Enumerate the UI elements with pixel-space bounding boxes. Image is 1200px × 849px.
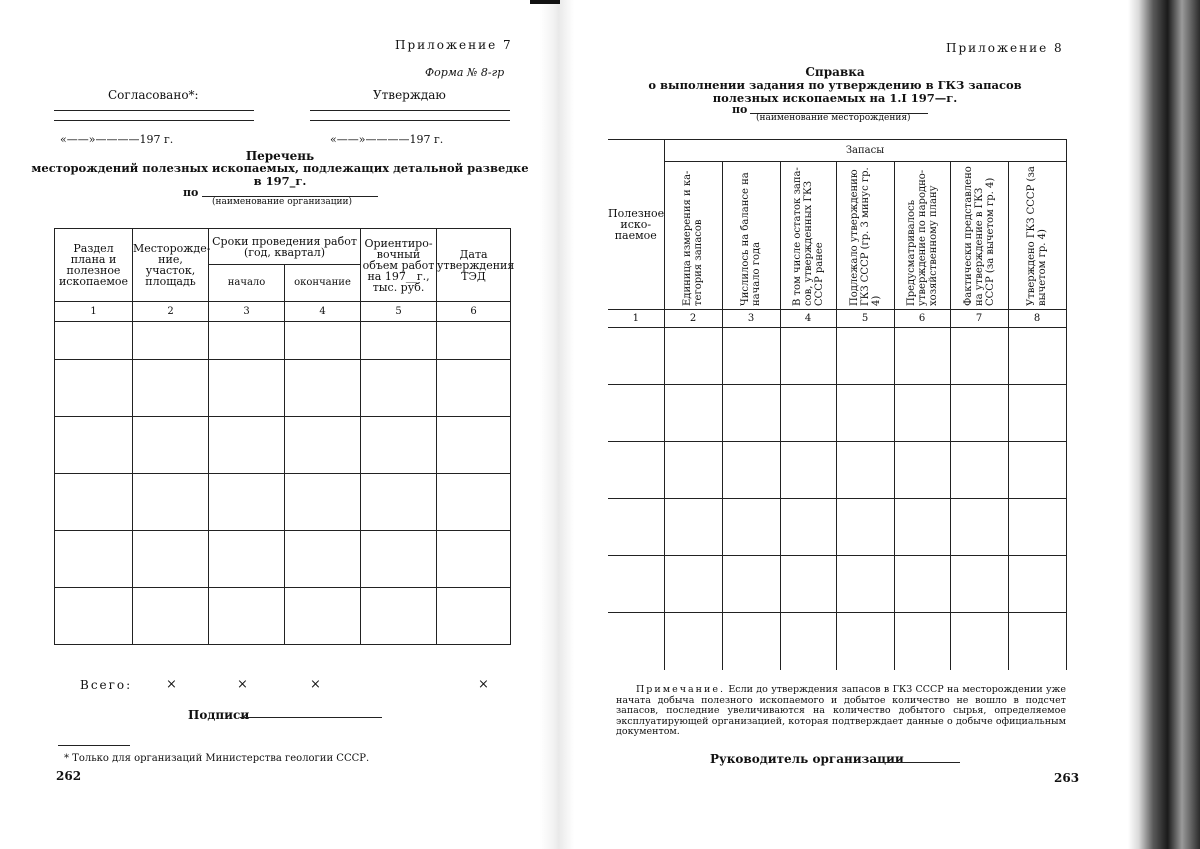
list-title: Перечень <box>245 149 315 163</box>
signatures-label: Подписи <box>188 708 250 722</box>
header-cell: Единица измерения и ка-тегория запасов <box>664 162 722 310</box>
column-number: 6 <box>894 310 950 328</box>
header-cell: В том числе остаток запа-сов, утвержденных ГКЗ СССР ранее <box>780 162 836 310</box>
note-paragraph <box>616 685 1066 738</box>
column-number: 3 <box>722 310 780 328</box>
table-row <box>55 588 511 645</box>
table-row <box>55 531 511 588</box>
page-262 <box>0 0 560 849</box>
table-row <box>55 322 511 360</box>
header-cell: Утверждено ГКЗ СССР (за вычетом гр. 4) <box>1008 162 1066 310</box>
table-row <box>608 499 1066 556</box>
column-number: 4 <box>780 310 836 328</box>
column-number-row <box>608 310 1066 328</box>
head-of-org-line <box>872 762 960 763</box>
header-cell: Фактически представлено на утверждение в ГКЗ СССР (за вычетом гр. 4) <box>950 162 1008 310</box>
note-text: Если до утверждения запасов в ГКЗ СССР на месторождении уже начата добыча полезного ископаемого и добытое количество не вошло в подсчет запасов, последние увеличиваются на количество добытого сырья, определяемое эксплуатирующей организацией, которая подтверждает данные о добыче официальным документом. <box>616 684 1066 737</box>
approve-line-1 <box>310 110 510 111</box>
date-approved: «——»————197 г. <box>330 133 444 146</box>
head-of-org-label: Руководитель организации <box>710 752 904 766</box>
column-number: 3 <box>209 302 285 322</box>
header-cell: Дата утверждения ТЭД <box>437 229 511 302</box>
column-number: 7 <box>950 310 1008 328</box>
total-cross-col6: × <box>478 677 489 692</box>
approve-line-2 <box>310 120 510 121</box>
appendix-label: Приложение 8 <box>946 41 1064 55</box>
table-row <box>608 385 1066 442</box>
footnote: * Только для организаций Министерства геологии СССР. <box>64 753 370 764</box>
table-row <box>55 474 511 531</box>
total-cross-col3: × <box>237 677 248 692</box>
po-label: по <box>732 103 748 116</box>
total-label: Всего: <box>80 678 133 692</box>
table-row <box>55 417 511 474</box>
page-number: 262 <box>56 769 82 783</box>
header-cell: начало <box>209 265 285 302</box>
total-cross-col2: × <box>166 677 177 692</box>
list-year: в 197_г. <box>253 174 307 188</box>
column-number: 2 <box>664 310 722 328</box>
field-caption: (наименование месторождения) <box>756 113 911 123</box>
table-row <box>608 328 1066 385</box>
certificate-subtitle: о выполнении задания по утверждению в ГКЗ запасов <box>648 78 1022 92</box>
column-number: 5 <box>361 302 437 322</box>
agreed-label: Согласовано*: <box>108 88 199 102</box>
column-number: 4 <box>285 302 361 322</box>
form-number: Форма № 8-гр <box>425 66 505 79</box>
header-cell: Месторожде-ние, участок, площадь <box>133 229 209 302</box>
header-cell: Подлежало утверждению ГКЗ СССР (гр. 3 минус гр. 4) <box>836 162 894 310</box>
header-cell: Раздел плана и полезное ископаемое <box>55 229 133 302</box>
certificate-date: полезных ископаемых на 1.I 197—г. <box>712 91 958 105</box>
list-subtitle: месторождений полезных ископаемых, подлежащих детальной разведке <box>31 161 529 175</box>
table-row <box>608 613 1066 670</box>
header-cell: Запасы <box>664 140 1066 162</box>
column-number: 8 <box>1008 310 1066 328</box>
approve-label: Утверждаю <box>373 88 446 102</box>
footnote-rule <box>58 745 130 746</box>
header-cell: окончание <box>285 265 361 302</box>
page-number: 263 <box>1054 771 1080 785</box>
reserves-table <box>608 139 1067 670</box>
page-263 <box>570 0 1130 849</box>
org-caption: (наименование организации) <box>212 197 353 207</box>
agreed-line-1 <box>54 110 254 111</box>
table-row <box>608 442 1066 499</box>
total-cross-col4: × <box>310 677 321 692</box>
table-row <box>55 360 511 417</box>
header-cell: Предусматривалось утверждение по народно-хозяйственному плану <box>894 162 950 310</box>
column-number-row <box>55 302 511 322</box>
appendix-label: Приложение 7 <box>395 38 513 52</box>
deposits-table <box>54 228 515 645</box>
header-cell: Числилось на балансе на начало года <box>722 162 780 310</box>
signatures-line <box>240 717 382 718</box>
certificate-title: Справка <box>805 65 865 79</box>
column-number: 2 <box>133 302 209 322</box>
po-label: по <box>183 186 199 199</box>
date-agreed: «——»————197 г. <box>60 133 174 146</box>
book-edge-shadow <box>1128 0 1200 849</box>
note-label: Примечание. <box>636 684 725 695</box>
table-row <box>608 556 1066 613</box>
agreed-line-2 <box>54 120 254 121</box>
header-cell: Полезное иско-паемое <box>608 140 664 310</box>
column-number: 5 <box>836 310 894 328</box>
header-cell: Сроки проведения работ (год, квартал) <box>209 229 361 265</box>
column-number: 1 <box>608 310 664 328</box>
header-cell: Ориентиро-вочный объем работ на 197__г., тыс. руб. <box>361 229 437 302</box>
column-number: 6 <box>437 302 511 322</box>
column-number: 1 <box>55 302 133 322</box>
